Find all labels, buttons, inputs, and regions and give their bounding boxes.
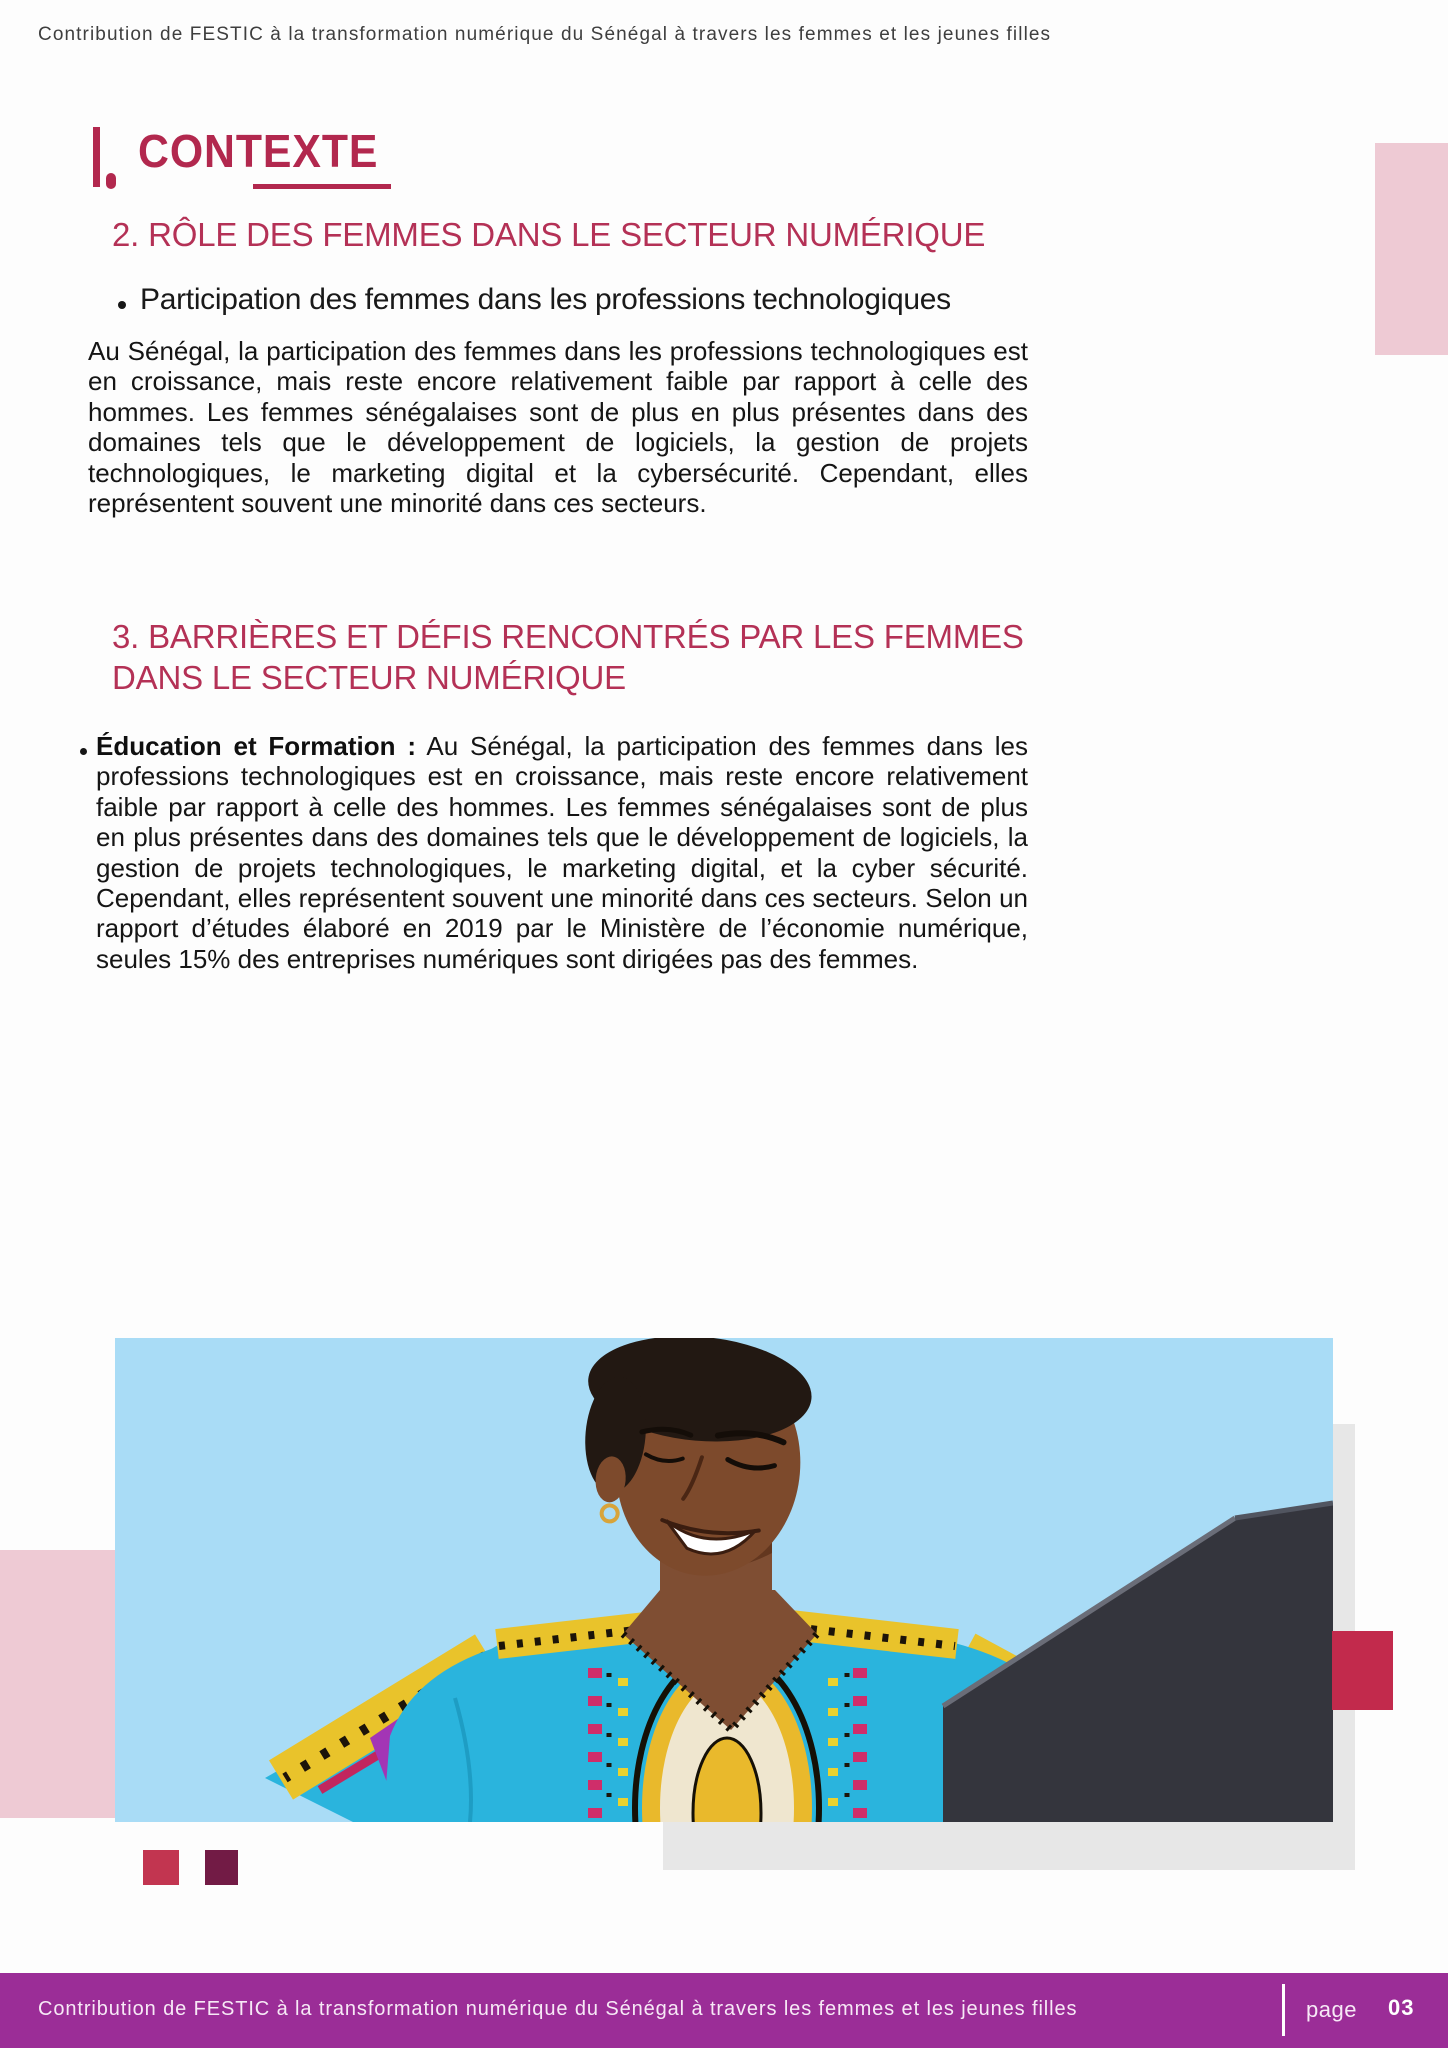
footer-text: Contribution de FESTIC à la transformation numérique du Sénégal à travers les femmes et les jeunes filles (38, 1998, 1078, 2020)
title-marker-bar (93, 127, 100, 187)
footer-separator (1282, 1984, 1285, 2036)
section-2-heading: 2. RÔLE DES FEMMES DANS LE SECTEUR NUMÉRIQUE (112, 216, 986, 253)
decor-crimson-square-right (1332, 1631, 1393, 1710)
page-title: CONTEXTE (138, 125, 379, 177)
section-3-heading: 3. BARRIÈRES ET DÉFIS RENCONTRÉS PAR LES FEMMES DANS LE SECTEUR NUMÉRIQUE (112, 618, 1024, 696)
decor-pink-rect-left (0, 1550, 115, 1818)
page-header-text: Contribution de FESTIC à la transformation numérique du Sénégal à travers les femmes et les jeunes filles (38, 24, 1052, 45)
decor-accent-square-maroon (205, 1850, 238, 1885)
photo-woman-laptop (115, 1338, 1333, 1822)
bullet-dot (80, 748, 87, 755)
paragraph-participation: Au Sénégal, la participation des femmes dans les professions technologiques est en croissance, mais reste encore relativement faible par rapport à celle des hommes. Les femmes sénégalaises sont de plus en plus présentes dans des domaines tels que le développement de logiciels, la gestion de projets technologiques, le marketing digital et la cybersécurité. Cependant, elles représentent souvent une minorité dans ces secteurs. (88, 336, 1028, 519)
title-marker-dot (106, 173, 116, 189)
decor-accent-square-red (143, 1850, 179, 1885)
bullet-2-text: Au Sénégal, la participation des femmes dans les professions technologiques est en croissance, mais reste encore relativement faible par rapport à celle des hommes. Les femmes sénégalaises sont de plus en plus présentes dans des domaines tels que le développement de logiciels, la gestion de projets technologiques, le marketing digital, et la cyber sécurité. Cependant, elles représentent souvent une minorité dans ces secteurs. Selon un rapport d’études élaboré en 2019 par le Ministère de l’économie numérique, seules 15% des entreprises numériques sont dirigées pas des femmes. (96, 731, 1028, 974)
footer-page-number: 03 (1388, 1995, 1415, 2020)
decor-pink-rect-top-right (1375, 143, 1448, 355)
footer-page-label: page (1306, 1997, 1357, 2022)
bullet-1-label: Participation des femmes dans les professions technologiques (140, 283, 951, 316)
bullet-2-bold-lead: Éducation et Formation : (96, 731, 417, 761)
title-underline (253, 184, 391, 189)
footer-bar (0, 1973, 1448, 2048)
bullet-dot (118, 301, 126, 309)
paragraph-education-formation (96, 731, 1028, 974)
